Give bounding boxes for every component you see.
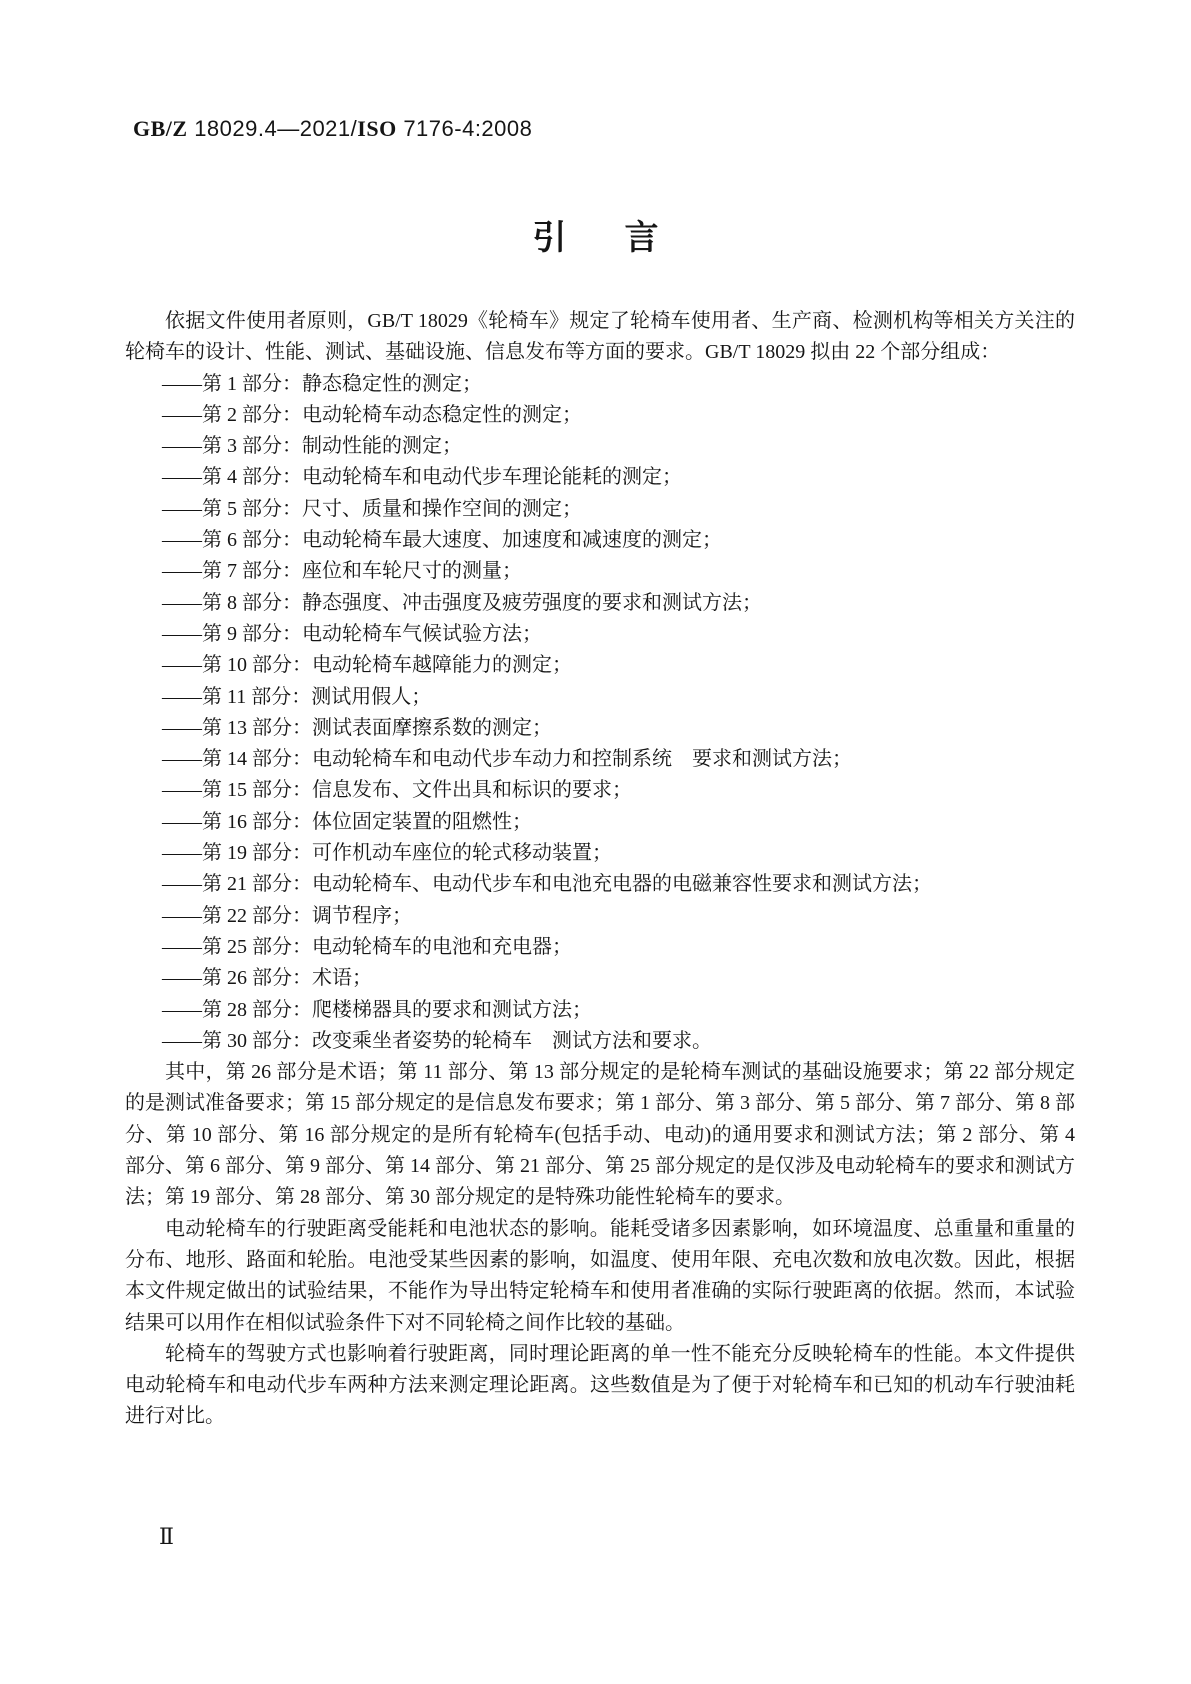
- part-item: ——第 21 部分：电动轮椅车、电动代步车和电池充电器的电磁兼容性要求和测试方法；: [162, 873, 932, 896]
- page-title: 引 言: [532, 219, 671, 257]
- part-item: ——第 22 部分：调节程序；: [162, 904, 412, 927]
- part-item: ——第 10 部分：电动轮椅车越障能力的测定；: [162, 654, 572, 677]
- part-item: ——第 15 部分：信息发布、文件出具和标识的要求；: [162, 779, 632, 802]
- standard-number-header: [133, 116, 532, 142]
- part-item: ——第 11 部分：测试用假人；: [162, 685, 432, 708]
- standard-gb-number: 18029.4—2021/: [187, 116, 358, 141]
- part-item: ——第 8 部分：静态强度、冲击强度及疲劳强度的要求和测试方法；: [162, 591, 762, 614]
- part-item: ——第 16 部分：体位固定装置的阻燃性；: [162, 810, 532, 833]
- part-item: ——第 30 部分：改变乘坐者姿势的轮椅车 测试方法和要求。: [162, 1029, 712, 1052]
- driving-paragraph: 轮椅车的驾驶方式也影响着行驶距离，同时理论距离的单一性不能充分反映轮椅车的性能。本文件提供电动轮椅车和电动代步车两种方法来测定理论距离。这些数值是为了便于对轮椅车和已知的机动车行驶油耗进行对比。: [125, 1342, 1075, 1428]
- standard-iso-number: 7176-4:2008: [396, 116, 533, 141]
- parts-list: [125, 369, 1075, 1058]
- page-number: Ⅱ: [159, 1524, 174, 1549]
- document-body: [125, 306, 1075, 1433]
- standard-iso-prefix: ISO: [357, 116, 397, 141]
- standard-gb-prefix: GB/Z: [133, 116, 188, 141]
- part-item: ——第 2 部分：电动轮椅车动态稳定性的测定；: [162, 403, 582, 426]
- part-item: ——第 6 部分：电动轮椅车最大速度、加速度和减速度的测定；: [162, 529, 722, 552]
- part-item: ——第 19 部分：可作机动车座位的轮式移动装置；: [162, 842, 612, 865]
- part-item: ——第 7 部分：座位和车轮尺寸的测量；: [162, 560, 522, 583]
- part-item: ——第 3 部分：制动性能的测定；: [162, 435, 462, 458]
- part-item: ——第 4 部分：电动轮椅车和电动代步车理论能耗的测定；: [162, 466, 682, 489]
- part-item: ——第 1 部分：静态稳定性的测定；: [162, 372, 482, 395]
- intro-paragraph: 依据文件使用者原则，GB/T 18029《轮椅车》规定了轮椅车使用者、生产商、检测机构等相关方关注的轮椅车的设计、性能、测试、基础设施、信息发布等方面的要求。GB/T 18029 拟由 22 个部分组成：: [125, 310, 1075, 364]
- part-item: ——第 5 部分：尺寸、质量和操作空间的测定；: [162, 497, 582, 520]
- energy-paragraph: 电动轮椅车的行驶距离受能耗和电池状态的影响。能耗受诸多因素影响，如环境温度、总重量和重量的分布、地形、路面和轮胎。电池受某些因素的影响，如温度、使用年限、充电次数和放电次数。因此，根据本文件规定做出的试验结果，不能作为导出特定轮椅车和使用者准确的实际行驶距离的依据。然而，本试验结果可以用作在相似试验条件下对不同轮椅之间作比较的基础。: [125, 1217, 1075, 1334]
- part-item: ——第 13 部分：测试表面摩擦系数的测定；: [162, 716, 552, 739]
- part-item: ——第 14 部分：电动轮椅车和电动代步车动力和控制系统 要求和测试方法；: [162, 748, 852, 771]
- part-item: ——第 25 部分：电动轮椅车的电池和充电器；: [162, 935, 572, 958]
- part-item: ——第 9 部分：电动轮椅车气候试验方法；: [162, 622, 542, 645]
- part-item: ——第 26 部分：术语；: [162, 967, 372, 990]
- scope-paragraph: 其中，第 26 部分是术语；第 11 部分、第 13 部分规定的是轮椅车测试的基础设施要求；第 22 部分规定的是测试准备要求；第 15 部分规定的是信息发布要求；第 1 部分、第 3 部分、第 5 部分、第 7 部分、第 8 部分、第 10 部分、第 16 部分规定的是所有轮椅车(包括手动、电动)的通用要求和测试方法；第 2 部分、第 4 部分、第 6 部分、第 9 部分、第 14 部分、第 21 部分、第 25 部分规定的是仅涉及电动轮椅车的要求和测试方法；第 19 部分、第 28 部分、第 30 部分规定的是特殊功能性轮椅车的要求。: [125, 1061, 1075, 1209]
- part-item: ——第 28 部分：爬楼梯器具的要求和测试方法；: [162, 998, 592, 1021]
